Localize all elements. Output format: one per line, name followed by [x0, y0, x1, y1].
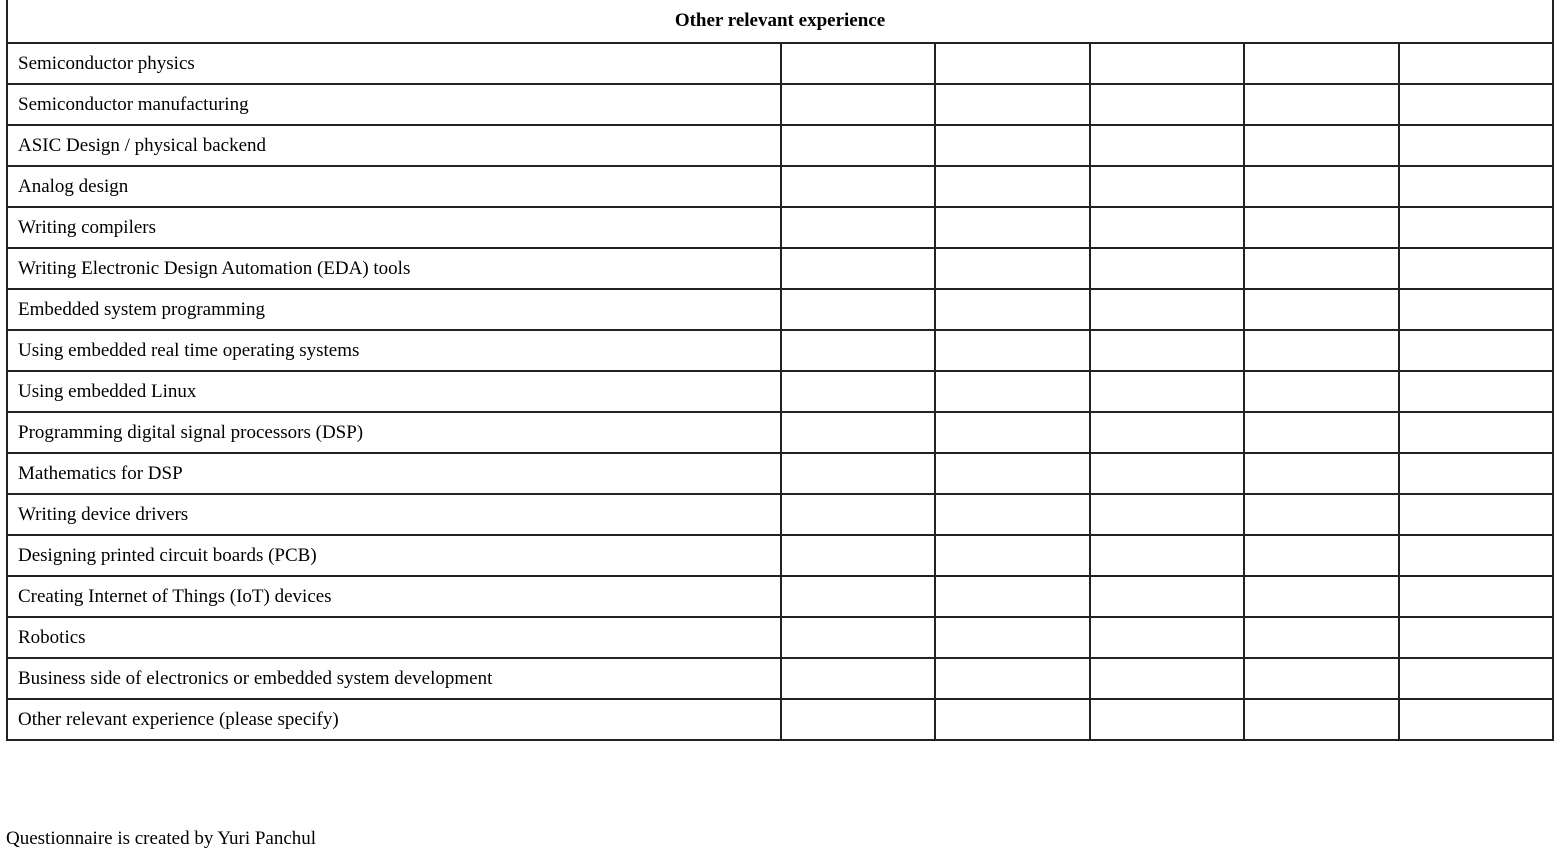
rating-cell[interactable] — [1244, 289, 1398, 330]
footer-credit: Questionnaire is created by Yuri Panchul — [6, 828, 317, 849]
rating-cell[interactable] — [1090, 412, 1244, 453]
rating-cell[interactable] — [1399, 617, 1553, 658]
rating-cell[interactable] — [781, 412, 935, 453]
rating-cell[interactable] — [1244, 330, 1398, 371]
rating-cell[interactable] — [1090, 535, 1244, 576]
rating-cell[interactable] — [935, 166, 1089, 207]
rating-cell[interactable] — [1090, 125, 1244, 166]
rating-cell[interactable] — [935, 289, 1089, 330]
rating-cell[interactable] — [935, 453, 1089, 494]
rating-cell[interactable] — [1244, 658, 1398, 699]
rating-cell[interactable] — [1399, 699, 1553, 740]
rating-cell[interactable] — [1090, 576, 1244, 617]
table-row — [7, 43, 1553, 84]
rating-cell[interactable] — [781, 699, 935, 740]
rating-cell[interactable] — [1090, 699, 1244, 740]
rating-cell[interactable] — [781, 84, 935, 125]
rating-cell[interactable] — [1399, 43, 1553, 84]
rating-cell[interactable] — [1399, 248, 1553, 289]
rating-cell[interactable] — [935, 125, 1089, 166]
table-row — [7, 371, 1553, 412]
row-label: Embedded system programming — [7, 289, 781, 330]
table-row — [7, 699, 1553, 740]
rating-cell[interactable] — [1244, 125, 1398, 166]
rating-cell[interactable] — [935, 371, 1089, 412]
rating-cell[interactable] — [1244, 248, 1398, 289]
table-body — [7, 43, 1553, 740]
table-title: Other relevant experience — [7, 0, 1553, 43]
table-row — [7, 617, 1553, 658]
table-header-row — [7, 0, 1553, 43]
rating-cell[interactable] — [1399, 330, 1553, 371]
rating-cell[interactable] — [935, 412, 1089, 453]
table-row — [7, 248, 1553, 289]
row-label: Writing Electronic Design Automation (EDA) tools — [7, 248, 781, 289]
rating-cell[interactable] — [1090, 84, 1244, 125]
rating-cell[interactable] — [935, 43, 1089, 84]
rating-cell[interactable] — [935, 84, 1089, 125]
rating-cell[interactable] — [1090, 494, 1244, 535]
rating-cell[interactable] — [1399, 84, 1553, 125]
table-row — [7, 535, 1553, 576]
rating-cell[interactable] — [781, 330, 935, 371]
row-label: Designing printed circuit boards (PCB) — [7, 535, 781, 576]
rating-cell[interactable] — [1244, 699, 1398, 740]
rating-cell[interactable] — [935, 658, 1089, 699]
rating-cell[interactable] — [1399, 289, 1553, 330]
row-label: Mathematics for DSP — [7, 453, 781, 494]
row-label: ASIC Design / physical backend — [7, 125, 781, 166]
rating-cell[interactable] — [1090, 658, 1244, 699]
rating-cell[interactable] — [1090, 617, 1244, 658]
rating-cell[interactable] — [935, 207, 1089, 248]
row-label: Semiconductor physics — [7, 43, 781, 84]
rating-cell[interactable] — [1244, 207, 1398, 248]
table-row — [7, 330, 1553, 371]
rating-cell[interactable] — [935, 494, 1089, 535]
row-label: Robotics — [7, 617, 781, 658]
table-row — [7, 84, 1553, 125]
table-row — [7, 207, 1553, 248]
rating-cell[interactable] — [1090, 248, 1244, 289]
rating-cell[interactable] — [935, 699, 1089, 740]
table-row — [7, 125, 1553, 166]
rating-cell[interactable] — [1399, 535, 1553, 576]
rating-cell[interactable] — [935, 535, 1089, 576]
rating-cell[interactable] — [1399, 453, 1553, 494]
row-label: Creating Internet of Things (IoT) devices — [7, 576, 781, 617]
rating-cell[interactable] — [781, 125, 935, 166]
rating-cell[interactable] — [781, 658, 935, 699]
row-label: Programming digital signal processors (DSP) — [7, 412, 781, 453]
rating-cell[interactable] — [1244, 84, 1398, 125]
rating-cell[interactable] — [1399, 125, 1553, 166]
rating-cell[interactable] — [781, 535, 935, 576]
row-label: Semiconductor manufacturing — [7, 84, 781, 125]
table-row — [7, 576, 1553, 617]
rating-cell[interactable] — [1244, 617, 1398, 658]
rating-cell[interactable] — [1090, 371, 1244, 412]
rating-cell[interactable] — [781, 43, 935, 84]
table-row — [7, 658, 1553, 699]
rating-cell[interactable] — [781, 453, 935, 494]
row-label: Writing device drivers — [7, 494, 781, 535]
table-row — [7, 412, 1553, 453]
rating-cell[interactable] — [1244, 535, 1398, 576]
rating-cell[interactable] — [781, 576, 935, 617]
row-label: Writing compilers — [7, 207, 781, 248]
rating-cell[interactable] — [1244, 453, 1398, 494]
table-row — [7, 166, 1553, 207]
rating-cell[interactable] — [1399, 494, 1553, 535]
rating-cell[interactable] — [1090, 43, 1244, 84]
row-label: Using embedded real time operating systems — [7, 330, 781, 371]
rating-cell[interactable] — [1244, 494, 1398, 535]
rating-cell[interactable] — [1244, 576, 1398, 617]
rating-cell[interactable] — [1244, 412, 1398, 453]
row-label: Using embedded Linux — [7, 371, 781, 412]
rating-cell[interactable] — [1090, 207, 1244, 248]
rating-cell[interactable] — [781, 617, 935, 658]
rating-cell[interactable] — [781, 166, 935, 207]
rating-cell[interactable] — [781, 494, 935, 535]
row-label: Analog design — [7, 166, 781, 207]
rating-cell[interactable] — [781, 248, 935, 289]
rating-cell[interactable] — [1244, 166, 1398, 207]
table-row — [7, 494, 1553, 535]
rating-cell[interactable] — [1244, 371, 1398, 412]
rating-cell[interactable] — [1399, 207, 1553, 248]
rating-cell[interactable] — [1399, 658, 1553, 699]
rating-cell[interactable] — [1399, 166, 1553, 207]
rating-cell[interactable] — [781, 207, 935, 248]
rating-cell[interactable] — [781, 289, 935, 330]
rating-cell[interactable] — [1090, 330, 1244, 371]
rating-cell[interactable] — [1399, 371, 1553, 412]
table-row — [7, 289, 1553, 330]
rating-cell[interactable] — [1090, 166, 1244, 207]
row-label: Other relevant experience (please specify) — [7, 699, 781, 740]
rating-cell[interactable] — [781, 371, 935, 412]
experience-table — [6, 0, 1554, 741]
rating-cell[interactable] — [935, 248, 1089, 289]
rating-cell[interactable] — [1244, 43, 1398, 84]
rating-cell[interactable] — [1090, 453, 1244, 494]
rating-cell[interactable] — [935, 576, 1089, 617]
rating-cell[interactable] — [935, 617, 1089, 658]
rating-cell[interactable] — [935, 330, 1089, 371]
rating-cell[interactable] — [1090, 289, 1244, 330]
table-row — [7, 453, 1553, 494]
rating-cell[interactable] — [1399, 412, 1553, 453]
row-label: Business side of electronics or embedded system development — [7, 658, 781, 699]
rating-cell[interactable] — [1399, 576, 1553, 617]
